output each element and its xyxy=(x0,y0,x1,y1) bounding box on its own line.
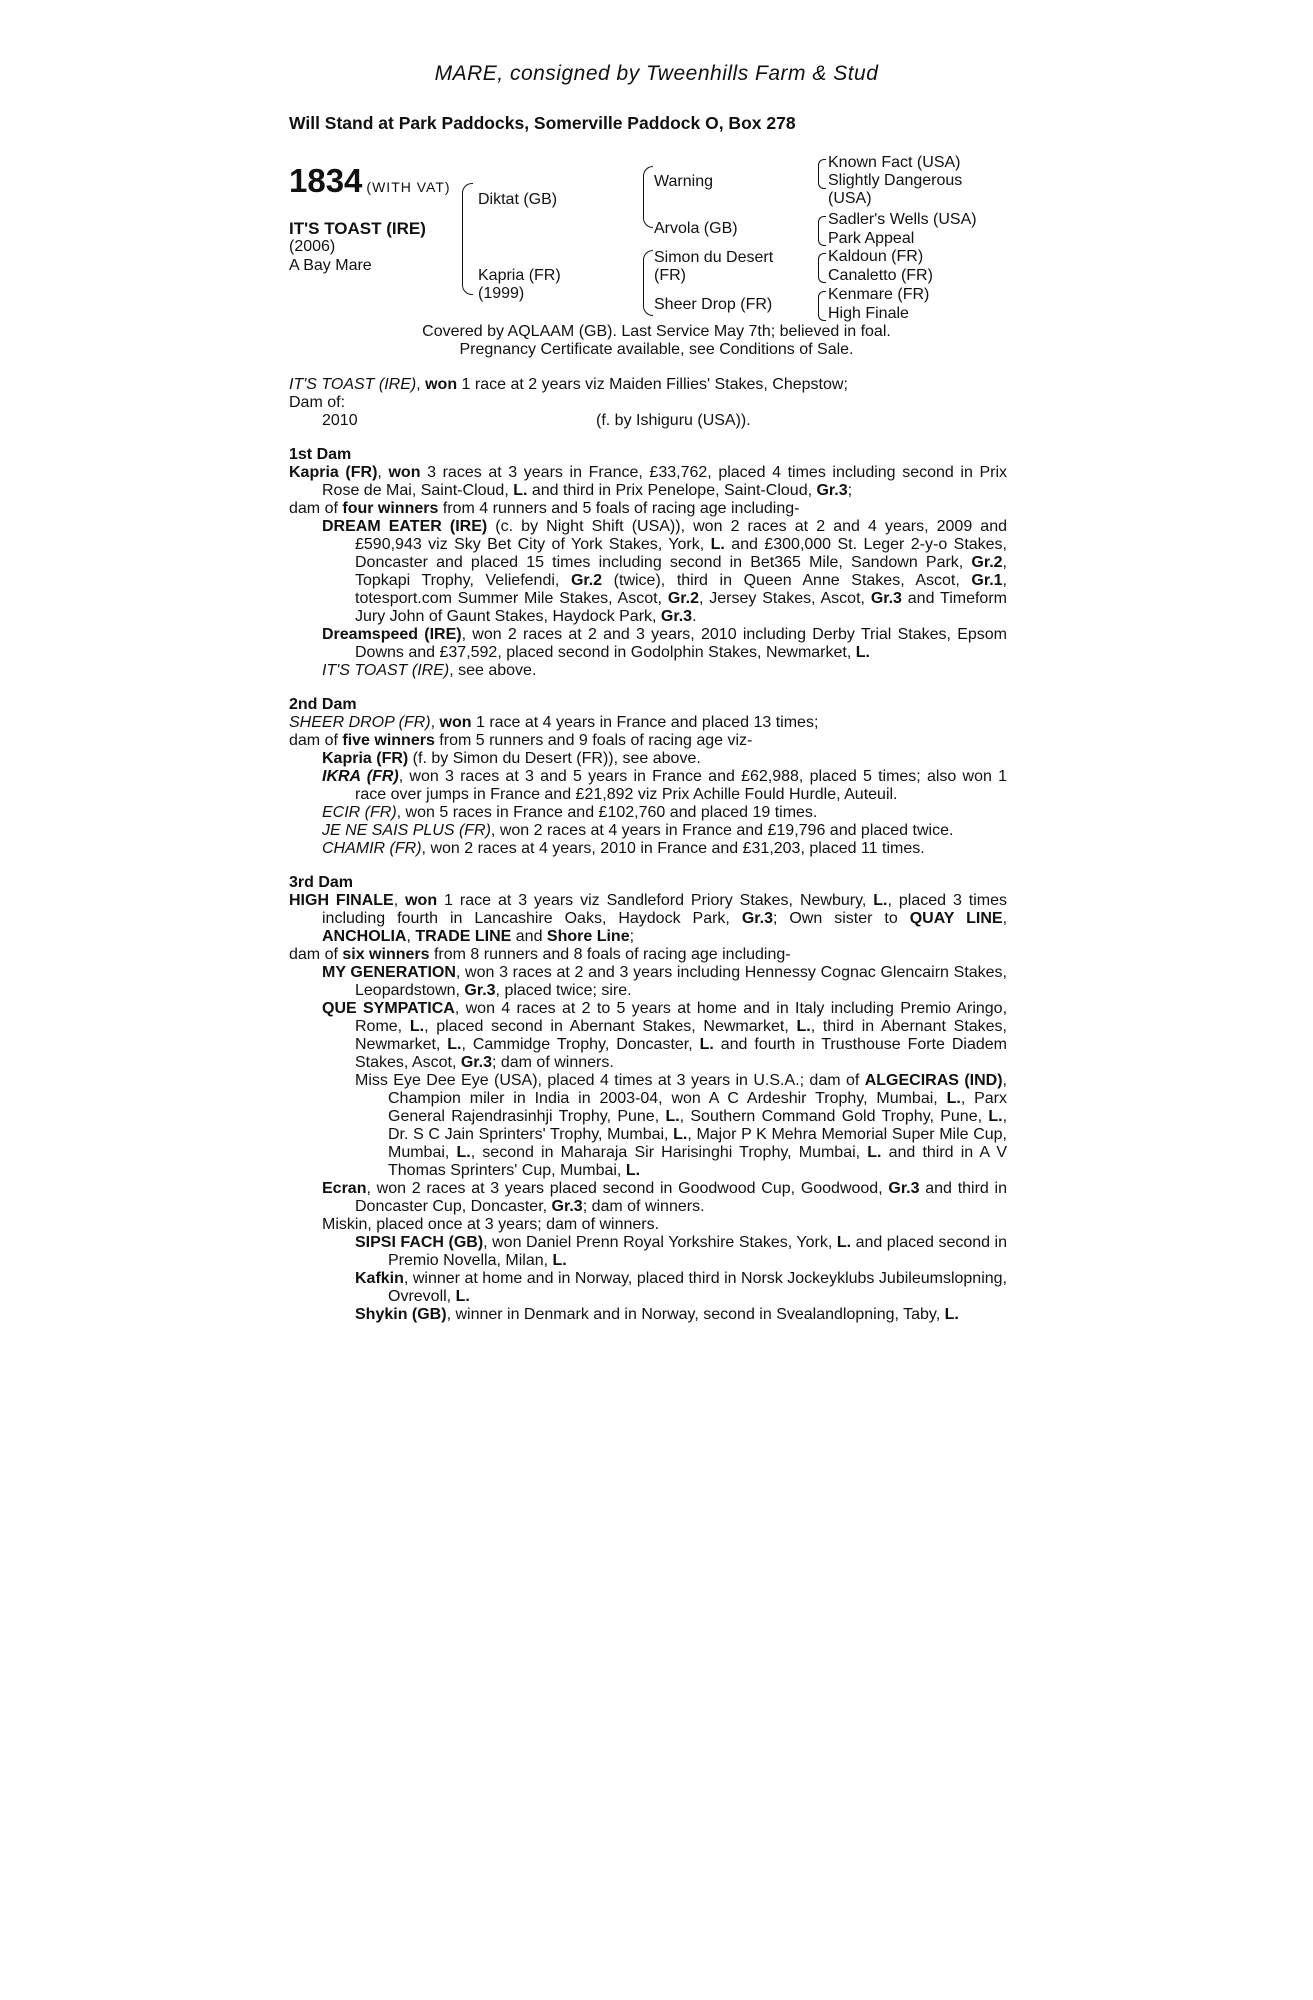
td-g1-t5: , Dr. S C Jain Sprinters' Trophy, Mumbai, xyxy=(388,1108,1008,1143)
dam-parents-brace xyxy=(643,250,653,316)
pedigree-ssd xyxy=(828,172,962,208)
g3-brace-1 xyxy=(818,159,826,189)
fd-p3-t1: , see above. xyxy=(449,662,537,679)
td-g1-L6: L. xyxy=(867,1144,882,1161)
td-p3-name: Ecran xyxy=(322,1180,367,1197)
intro-horse-name: IT'S TOAST (IRE) xyxy=(289,376,417,393)
td-g1-t1: Miss Eye Dee Eye (USA), placed 4 times at 3 years in U.S.A.; dam of xyxy=(355,1072,865,1089)
td-g2-L1: L. xyxy=(836,1234,852,1251)
td-p3-t3: ; dam of winners. xyxy=(582,1198,705,1215)
fd-p1-g2b: Gr.2 xyxy=(570,572,603,589)
dam-sire-line2: (FR) xyxy=(654,267,686,284)
first-dam-text3: ; xyxy=(847,482,853,499)
first-dam-produce-1 xyxy=(289,518,1007,626)
first-dam-name: Kapria (FR) xyxy=(289,464,378,481)
fd-p1-L1: L. xyxy=(710,536,725,553)
covered-notice xyxy=(0,323,1313,359)
pedigree-dam-dam: Sheer Drop (FR) xyxy=(654,296,773,313)
produce-year: 2010 xyxy=(322,412,358,429)
fd-p1-t7: and Timeform Jury John of Gaunt Stakes, Haydock Park, xyxy=(355,590,1007,625)
fd-dam-of-a: dam of xyxy=(289,500,343,517)
first-dam-produce-2 xyxy=(289,626,1007,662)
sd-p1-t1: (f. by Simon du Desert (FR)), see above. xyxy=(408,750,701,767)
g3-brace-4 xyxy=(818,291,826,321)
td-p1-g3: Gr.3 xyxy=(464,982,496,999)
fd-p1-g2a: Gr.2 xyxy=(971,554,1003,571)
td-g1-L1: L. xyxy=(946,1090,961,1107)
fd-p1-t5: , totesport.com Summer Mile Stakes, Ascot, xyxy=(355,572,1007,607)
dam-sire-line1: Simon du Desert xyxy=(654,249,774,266)
fd-p1-t8: . xyxy=(692,608,697,625)
fd-p1-t2: and £300,000 St. Leger 2-y-o Stakes, Doncaster and placed 15 times including second in Bet365 Mile, Sandown Park, xyxy=(355,536,1008,571)
td-p1-name: MY GENERATION xyxy=(322,964,456,981)
second-dam-produce-1 xyxy=(289,750,1007,768)
td-g1-t6: , Major P K Mehra Memorial Super Mile Cup, Mumbai, xyxy=(388,1126,1007,1161)
first-dam-text2: and third in Prix Penelope, Saint-Cloud, xyxy=(527,482,817,499)
td-g2-t2: and placed second in Premio Novella, Milan, xyxy=(388,1234,1008,1269)
td-g2-name: SIPSI FACH (GB) xyxy=(355,1234,484,1251)
third-dam-grandproduce-2 xyxy=(289,1234,1007,1270)
first-dam-text1: 3 races at 3 years in France, £33,762, placed 4 times including second in Prix Rose de Mai, Saint-Cloud, xyxy=(322,464,1008,499)
pedigree-sss: Known Fact (USA) xyxy=(828,154,961,171)
third-dam-grandproduce-4 xyxy=(289,1306,1007,1324)
ssd-line1: Slightly Dangerous xyxy=(828,172,963,189)
third-dam-produce-4 xyxy=(289,1216,1007,1234)
td-s4: Shore Line xyxy=(546,928,630,945)
sd-dam-of-a: dam of xyxy=(289,732,343,749)
td-p2-L4: L. xyxy=(699,1036,714,1053)
td-g3: Gr.3 xyxy=(741,910,773,927)
third-dam-record xyxy=(289,892,1007,946)
td-g1-name: ALGECIRAS (IND) xyxy=(864,1072,1003,1089)
td-g2-L2: L. xyxy=(552,1252,567,1269)
intro-won: won xyxy=(425,376,458,393)
pedigree-dam: Kapria (FR) xyxy=(478,267,561,284)
second-dam-produce-4 xyxy=(289,822,1007,840)
intro-text: 1 race at 2 years viz Maiden Fillies' Stakes, Chepstow; xyxy=(457,376,848,393)
horse-description: A Bay Mare xyxy=(289,257,372,274)
td-s2: ANCHOLIA xyxy=(322,928,407,945)
stand-location: Will Stand at Park Paddocks, Somerville Paddock O, Box 278 xyxy=(289,113,796,133)
vat-note: (WITH VAT) xyxy=(366,179,451,195)
catalogue-body xyxy=(289,376,1007,1324)
pedigree-sds: Sadler's Wells (USA) xyxy=(828,211,977,228)
pedigree-sire-dam: Arvola (GB) xyxy=(654,220,738,237)
sd-name: SHEER DROP (FR) xyxy=(289,714,431,731)
consignment-header: MARE, consigned by Tweenhills Farm & Stud xyxy=(434,62,879,85)
sd-p2-name: IKRA (FR) xyxy=(322,768,399,785)
lot-number-block xyxy=(289,162,451,200)
td-g4-name: Shykin (GB) xyxy=(355,1306,447,1323)
second-dam-heading: 2nd Dam xyxy=(289,696,357,713)
horse-year: (2006) xyxy=(289,238,336,255)
sd-p2-t1: , won 3 races at 3 and 5 years in France and £62,988, placed 5 times; also won 1 race over jumps in France and £21,892 viz Prix Achille Fould Hurdle, Auteuil. xyxy=(355,768,1008,803)
pedigree-sire: Diktat (GB) xyxy=(478,191,558,208)
td-g4-t1: , winner in Denmark and in Norway, second in Svealandlopning, Taby, xyxy=(446,1306,945,1323)
intro-line: IT'S TOAST (IRE), won 1 race at 2 years viz Maiden Fillies' Stakes, Chepstow; xyxy=(289,376,848,393)
pedigree-dds: Kenmare (FR) xyxy=(828,286,930,303)
ssd-line2: (USA) xyxy=(828,190,872,207)
td-t4: ; Own sister to xyxy=(772,910,910,927)
second-dam-produce-5 xyxy=(289,840,1007,858)
td-g1-t7: , second in Maharaja Sir Harisinghi Trophy, Mumbai, xyxy=(470,1144,868,1161)
sd-p1-name: Kapria (FR) xyxy=(322,750,409,767)
sd-p4-name: JE NE SAIS PLUS (FR) xyxy=(322,822,491,839)
fd-p3-name: IT'S TOAST (IRE) xyxy=(322,662,450,679)
horse-name: IT'S TOAST (IRE) xyxy=(289,219,426,238)
td-t3: , placed 3 times including fourth in Lancashire Oaks, Haydock Park, xyxy=(322,892,1008,927)
intro-produce xyxy=(289,412,1007,430)
td-g1-t2: , Champion miler in India in 2003-04, won A C Ardeshir Trophy, Mumbai, xyxy=(388,1072,1007,1107)
td-p3-g3a: Gr.3 xyxy=(888,1180,920,1197)
pedigree-sdd: Park Appeal xyxy=(828,230,915,247)
td-t2: 1 race at 3 years viz Sandleford Priory Stakes, Newbury, xyxy=(437,892,874,909)
first-dam-produce-3 xyxy=(289,662,1007,680)
fd-p1-t3: , Topkapi Trophy, Veliefendi, xyxy=(355,554,1007,589)
sd-t2: 1 race at 4 years in France and placed 13 times; xyxy=(471,714,819,731)
td-g1-t8: and third in A V Thomas Sprinters' Cup, Mumbai, xyxy=(388,1144,1008,1179)
second-dam-produce-2 xyxy=(289,768,1007,804)
fd-p1-g1: Gr.1 xyxy=(971,572,1003,589)
sd-t1: , xyxy=(430,714,440,731)
td-g1-L2: L. xyxy=(665,1108,680,1125)
third-dam-produce-summary xyxy=(289,946,1007,964)
covered-line-1: Covered by AQLAAM (GB). Last Service May 7th; believed in foal. xyxy=(422,323,891,340)
td-p2-L2: L. xyxy=(796,1018,811,1035)
fd-p1-name: DREAM EATER (IRE) xyxy=(322,518,488,535)
td-p2-g3: Gr.3 xyxy=(460,1054,492,1071)
fd-p1-t1: (c. by Night Shift (USA)), won 2 races at 2 and 4 years, 2009 and £590,943 viz Sky Bet City of York Stakes, York, xyxy=(355,518,1008,553)
sd-p5-t1: , won 2 races at 4 years, 2010 in France and £31,203, placed 11 times. xyxy=(421,840,925,857)
td-p2-t3: , third in Abernant Stakes, Newmarket, xyxy=(355,1018,1007,1053)
second-dam-produce-3 xyxy=(289,804,1007,822)
first-dam-gr3: Gr.3 xyxy=(816,482,848,499)
td-p3-g3b: Gr.3 xyxy=(551,1198,583,1215)
td-dam-of-b: six winners xyxy=(342,946,430,963)
td-won: won xyxy=(405,892,438,909)
td-t6: , xyxy=(406,928,416,945)
td-p3-t2: and third in Doncaster Cup, Doncaster, xyxy=(355,1180,1007,1215)
fd-p1-t6: , Jersey Stakes, Ascot, xyxy=(698,590,871,607)
td-p3-t1: , won 2 races at 3 years placed second in Goodwood Cup, Goodwood, xyxy=(366,1180,889,1197)
td-t7: and xyxy=(511,928,547,945)
sire-parents-brace xyxy=(643,166,653,228)
td-p2-L3: L. xyxy=(447,1036,462,1053)
pedigree-dsd: Canaletto (FR) xyxy=(828,267,933,284)
td-g1-L4: L. xyxy=(673,1126,688,1143)
intro-dam-of: Dam of: xyxy=(289,394,346,411)
fd-p2-L: L. xyxy=(855,644,870,661)
pedigree-dam-sire xyxy=(654,249,773,285)
td-g4-L: L. xyxy=(944,1306,959,1323)
td-p2-t6: ; dam of winners. xyxy=(491,1054,614,1071)
second-dam-produce-summary xyxy=(289,732,1007,750)
first-dam-heading: 1st Dam xyxy=(289,446,352,463)
td-p1-t2: , placed twice; sire. xyxy=(495,982,632,999)
td-g3-t1: , winner at home and in Norway, placed third in Norsk Jockeyklubs Jubileumslopning, Ovrevoll, xyxy=(388,1270,1007,1305)
fd-p1-g3b: Gr.3 xyxy=(660,608,693,625)
covered-line-2: Pregnancy Certificate available, see Conditions of Sale. xyxy=(459,341,854,358)
fd-dam-of-b: four winners xyxy=(342,500,439,517)
td-dam-of-a: dam of xyxy=(289,946,343,963)
td-s3: TRADE LINE xyxy=(415,928,512,945)
third-dam-produce-1 xyxy=(289,964,1007,1000)
td-g1-t4: , Southern Command Gold Trophy, Pune, xyxy=(679,1108,989,1125)
td-g1-L3: L. xyxy=(988,1108,1003,1125)
td-g3-L: L. xyxy=(455,1288,470,1305)
sd-won: won xyxy=(439,714,472,731)
td-g2-t1: , won Daniel Prenn Royal Yorkshire Stakes, York, xyxy=(483,1234,837,1251)
td-p4-t1: Miskin, placed once at 3 years; dam of winners. xyxy=(322,1216,660,1233)
td-p2-t4: , Cammidge Trophy, Doncaster, xyxy=(461,1036,700,1053)
sd-p3-t1: , won 5 races in France and £102,760 and placed 19 times. xyxy=(396,804,818,821)
td-dam-of-c: from 8 runners and 8 foals of racing age including- xyxy=(429,946,791,963)
third-dam-produce-3 xyxy=(289,1180,1007,1216)
first-dam-record: Kapria (FR), won 3 races at 3 years in France, £33,762, placed 4 times including second in Prix Rose de Mai, Saint-Cloud, L. and third in Prix Penelope, Saint-Cloud, Gr.3; xyxy=(289,464,1008,499)
sd-dam-of-b: five winners xyxy=(342,732,435,749)
sd-p5-name: CHAMIR (FR) xyxy=(322,840,422,857)
first-dam-listed: L. xyxy=(513,482,528,499)
td-p2-t2: , placed second in Abernant Stakes, Newmarket, xyxy=(424,1018,797,1035)
lot-number: 1834 xyxy=(289,162,363,199)
td-s1: QUAY LINE xyxy=(909,910,1003,927)
fd-p1-g2c: Gr.2 xyxy=(667,590,699,607)
pedigree-dss: Kaldoun (FR) xyxy=(828,248,924,265)
td-t1: , xyxy=(393,892,406,909)
td-p2-t1: , won 4 races at 2 to 5 years at home and in Italy including Premio Aringo, Rome, xyxy=(355,1000,1008,1035)
td-p2-L1: L. xyxy=(409,1018,425,1035)
td-g1-L7: L. xyxy=(625,1162,641,1179)
td-t5: , xyxy=(1002,910,1008,927)
fd-p1-t4: (twice), third in Queen Anne Stakes, Ascot, xyxy=(602,572,972,589)
fd-p1-g3a: Gr.3 xyxy=(870,590,902,607)
td-p2-t5: and fourth in Trusthouse Forte Diadem Stakes, Ascot, xyxy=(355,1036,1007,1071)
td-g1-t3: , Parx General Rajendrasinhji Trophy, Pune, xyxy=(388,1090,1008,1125)
sd-p3-name: ECIR (FR) xyxy=(322,804,397,821)
fd-dam-of-c: from 4 runners and 5 foals of racing age including- xyxy=(438,500,800,517)
fd-p2-name: Dreamspeed (IRE) xyxy=(322,626,462,643)
pedigree-ddd: High Finale xyxy=(828,305,909,322)
td-L1: L. xyxy=(873,892,888,909)
pedigree-dam-year: (1999) xyxy=(478,285,525,302)
pedigree-sire-sire: Warning xyxy=(654,173,713,190)
first-dam-produce-summary xyxy=(289,500,1007,518)
td-g1-L5: L. xyxy=(456,1144,471,1161)
third-dam-grandproduce-3 xyxy=(289,1270,1007,1306)
first-dam-won: won xyxy=(388,464,421,481)
g3-brace-3 xyxy=(818,253,826,283)
g3-brace-2 xyxy=(818,216,826,246)
third-dam-produce-2 xyxy=(289,1000,1007,1072)
sd-dam-of-c: from 5 runners and 9 foals of racing age viz- xyxy=(434,732,753,749)
produce-foal: (f. by Ishiguru (USA)). xyxy=(596,412,751,429)
td-p1-t1: , won 3 races at 2 and 3 years including Hennessy Cognac Glencairn Stakes, Leopardstown, xyxy=(355,964,1007,999)
second-dam-record xyxy=(289,714,1007,732)
td-t8: ; xyxy=(629,928,635,945)
sd-p4-t1: , won 2 races at 4 years in France and £19,796 and placed twice. xyxy=(490,822,954,839)
td-g3-name: Kafkin xyxy=(355,1270,404,1287)
third-dam-heading: 3rd Dam xyxy=(289,874,354,891)
fd-p2-t1: , won 2 races at 2 and 3 years, 2010 including Derby Trial Stakes, Epsom Downs and £37,592, placed second in Godolphin Stakes, Newmarket, xyxy=(355,626,1007,661)
sire-dam-brace xyxy=(462,183,473,295)
td-name: HIGH FINALE xyxy=(289,892,394,909)
third-dam-grandproduce-1 xyxy=(289,1072,1007,1180)
td-p2-name: QUE SYMPATICA xyxy=(322,1000,455,1017)
